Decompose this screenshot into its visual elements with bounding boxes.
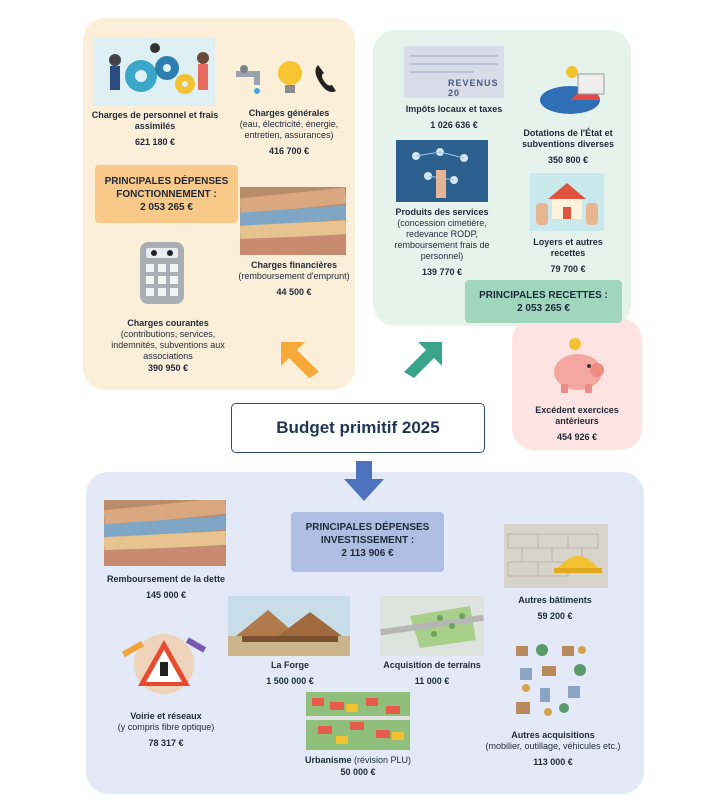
recettes-total-box <box>465 280 622 323</box>
charges-financieres-item <box>238 260 350 298</box>
acquisitions-amount: 113 000 € <box>533 757 573 767</box>
lightbulb-icon <box>278 61 302 93</box>
excedent-item <box>522 405 632 443</box>
terrains-amount: 11 000 € <box>414 676 450 686</box>
loyers-item <box>520 237 616 275</box>
green-arrow-icon <box>396 336 448 380</box>
la-forge-image <box>228 596 350 656</box>
batiments-item <box>500 595 610 622</box>
loyers-amount: 79 700 € <box>550 264 586 274</box>
dotations-amount: 350 800 € <box>547 155 589 165</box>
faucet-icon <box>236 65 260 94</box>
piggy-bank-image <box>545 334 611 396</box>
charges-financieres-detail: (remboursement d'emprunt) <box>238 271 350 281</box>
charges-generales-detail: (eau, électricité, énergie, entretien, assurances) <box>239 119 339 140</box>
personnel-label: Charges de personnel et frais assimilés <box>91 110 219 131</box>
voirie-detail: (y compris fibre optique) <box>117 722 215 732</box>
dotations-label: Dotations de l'État et subventions diverses <box>521 128 615 149</box>
investissement-total-box <box>291 512 444 572</box>
urbanisme-map-image <box>306 692 410 750</box>
charges-courantes-amount: 390 950 € <box>147 363 189 373</box>
impots-label: Impôts locaux et taxes <box>405 104 503 114</box>
investissement-box-title: PRINCIPALES DÉPENSES INVESTISSEMENT : <box>305 522 430 546</box>
terrains-label: Acquisition de terrains <box>383 660 481 670</box>
dotations-item <box>508 128 628 166</box>
voirie-amount: 78 317 € <box>148 738 184 748</box>
blue-arrow-icon <box>340 457 388 505</box>
excedent-label: Excédent exercices antérieurs <box>535 405 619 426</box>
dette-item <box>104 574 228 601</box>
urbanisme-amount: 50 000 € <box>340 767 376 777</box>
revenus-stamp: REVENUS 20 <box>448 78 499 98</box>
terrains-item <box>370 660 494 687</box>
batiments-amount: 59 200 € <box>537 611 573 621</box>
euro-banknotes-image <box>240 187 346 255</box>
charges-financieres-amount: 44 500 € <box>276 287 312 297</box>
fonctionnement-total-box <box>95 165 238 223</box>
charges-courantes-detail: (contributions, services, indemnités, subventions aux associations <box>111 329 225 361</box>
produits-services-amount: 139 770 € <box>421 267 463 277</box>
dotations-image <box>534 62 614 120</box>
voirie-label: Voirie et réseaux <box>130 711 202 721</box>
charges-generales-amount: 416 700 € <box>268 146 310 156</box>
personnel-gears-image <box>93 38 215 106</box>
impots-amount: 1 026 636 € <box>430 120 478 130</box>
impots-item <box>392 104 516 131</box>
fonctionnement-box-title: PRINCIPALES DÉPENSES FONCTIONNEMENT : <box>104 176 229 200</box>
terrains-image <box>380 596 484 656</box>
batiments-label: Autres bâtiments <box>518 595 592 605</box>
forge-label: La Forge <box>270 660 309 670</box>
phone-icon <box>315 65 336 92</box>
acquisitions-label: Autres acquisitions <box>511 730 595 740</box>
voirie-tools-image <box>116 622 212 702</box>
calculator-image <box>136 240 188 306</box>
charges-generales-item <box>228 108 350 157</box>
urbanisme-label: Urbanisme <box>304 755 352 765</box>
produits-services-item <box>384 207 500 278</box>
recettes-box-title: PRINCIPALES RECETTES : <box>479 290 608 301</box>
recettes-box-amount: 2 053 265 € <box>517 303 570 314</box>
budget-title: Budget primitif 2025 <box>231 403 485 453</box>
voirie-item <box>104 711 228 749</box>
orange-arrow-icon <box>275 336 327 380</box>
personnel-amount: 621 180 € <box>134 137 176 147</box>
dette-banknotes-image <box>104 500 226 566</box>
dette-label: Remboursement de la dette <box>106 574 226 584</box>
produits-services-label: Produits des services <box>395 207 489 217</box>
produits-services-detail: (concession cimetière, redevance RODP, remboursement frais de personnel) <box>394 218 490 261</box>
tax-form-image <box>404 46 504 98</box>
urbanisme-detail: (révision PLU) <box>354 755 412 765</box>
urbanisme-item <box>290 755 426 778</box>
dette-amount: 145 000 € <box>145 590 187 600</box>
house-keys-image <box>530 173 604 231</box>
forge-amount: 1 500 000 € <box>266 676 314 686</box>
personnel-item <box>90 110 220 148</box>
loyers-label: Loyers et autres recettes <box>533 237 603 258</box>
investissement-box-amount: 2 113 906 € <box>341 548 394 559</box>
services-image <box>396 140 488 202</box>
acquisitions-icons-image <box>512 640 592 724</box>
fonctionnement-box-amount: 2 053 265 € <box>140 202 193 213</box>
charges-generales-label: Charges générales <box>248 108 330 118</box>
forge-item <box>230 660 350 687</box>
charges-courantes-label: Charges courantes <box>127 318 209 328</box>
acquisitions-detail: (mobilier, outillage, véhicules etc.) <box>485 741 621 751</box>
acquisitions-item <box>472 730 634 768</box>
charges-financieres-label: Charges financières <box>250 260 338 270</box>
excedent-amount: 454 926 € <box>556 432 598 442</box>
charges-courantes-item <box>98 318 238 374</box>
batiments-image <box>504 524 608 588</box>
charges-generales-icons <box>232 55 342 99</box>
